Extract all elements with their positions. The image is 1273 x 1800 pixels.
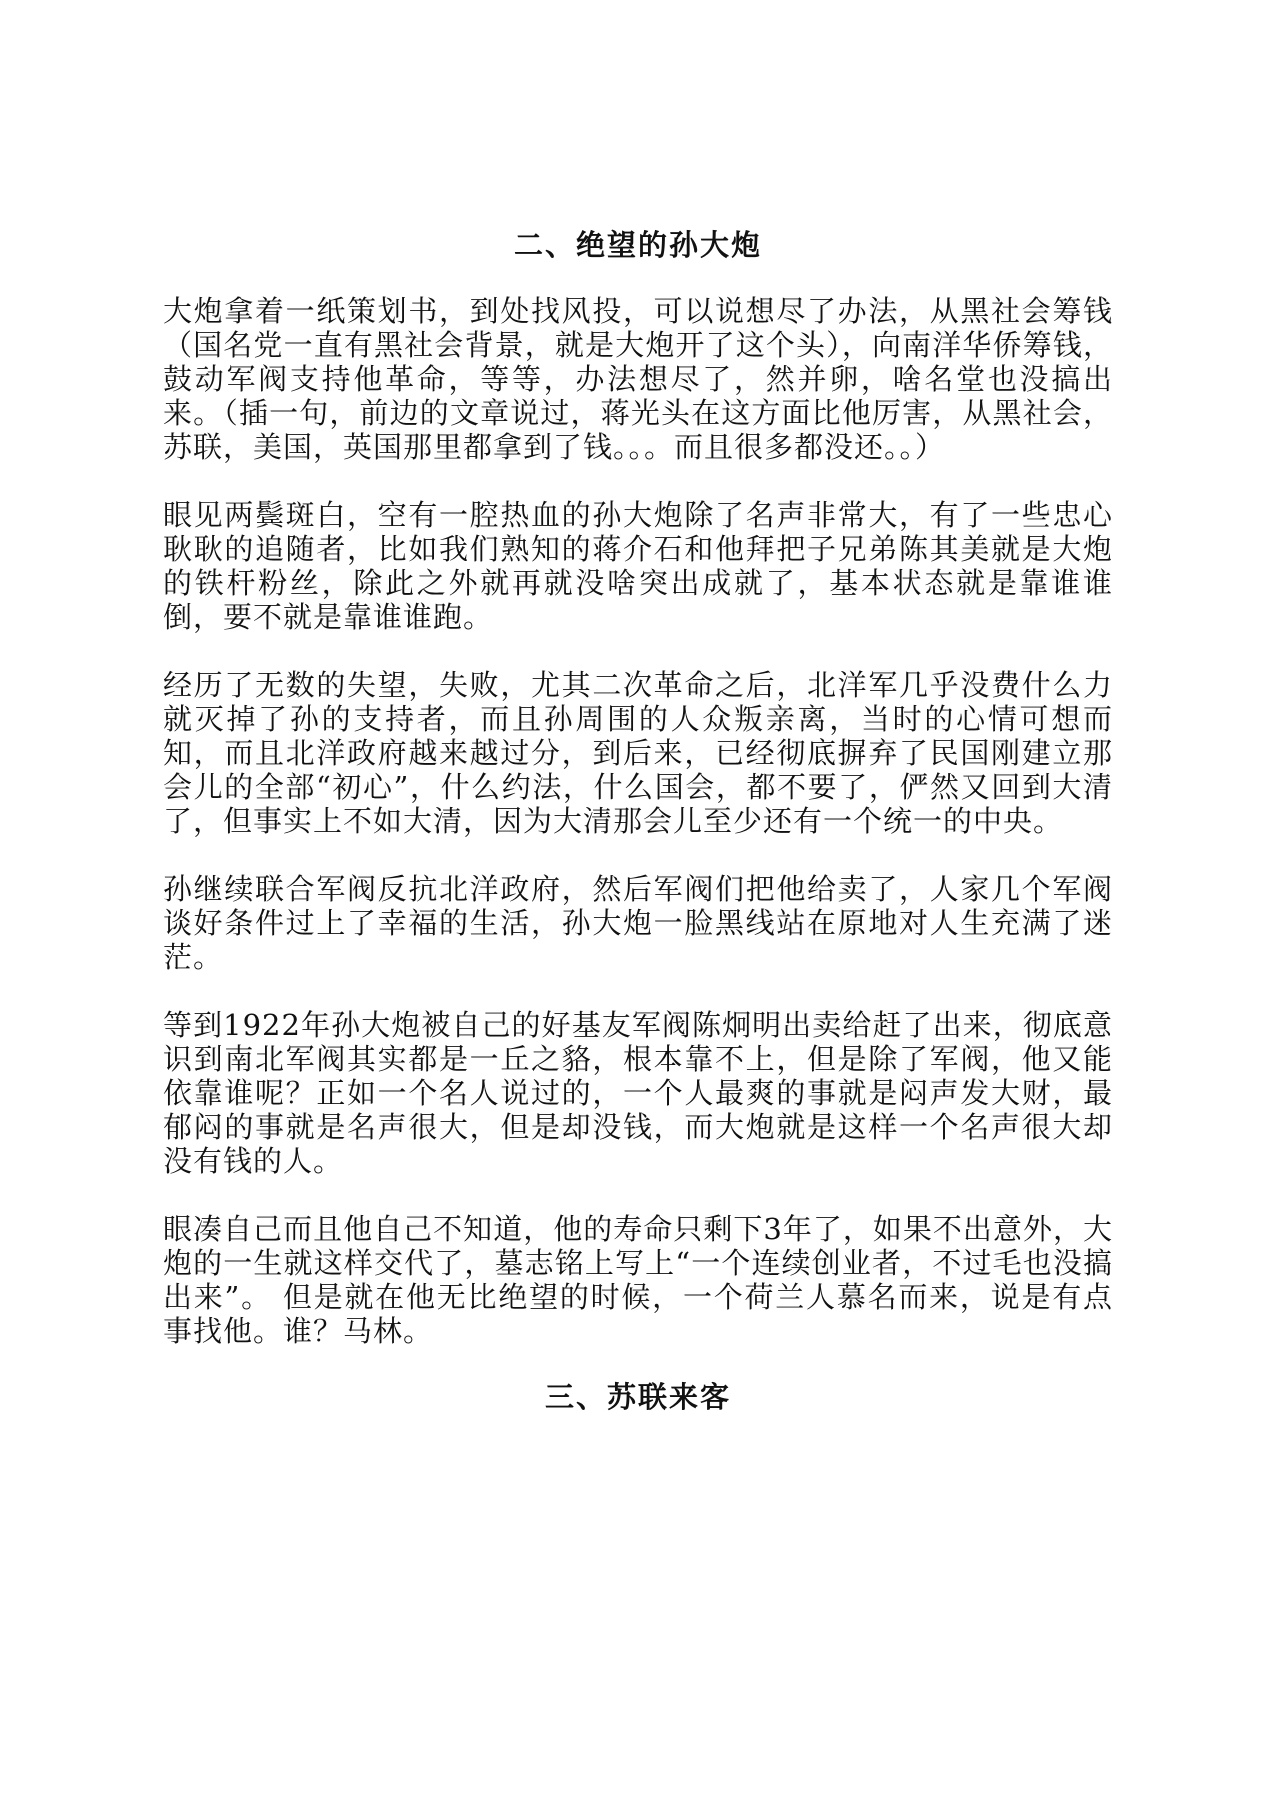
paragraph: 眼凑自己而且他自己不知道，他的寿命只剩下3年了，如果不出意外，大炮的一生就这样交代了，墓志铭上写上“一个连续创业者，不过毛也没搞出来”。 但是就在他无比绝望的时候，一个荷兰人慕名而来，说是有点事找他。谁？马林。	[163, 1212, 1113, 1348]
paragraph: 大炮拿着一纸策划书，到处找风投，可以说想尽了办法，从黑社会筹钱（国名党一直有黑社会背景，就是大炮开了这个头），向南洋华侨筹钱，鼓动军阀支持他革命，等等，办法想尽了，然并卵，啥名堂也没搞出来。（插一句，前边的文章说过，蒋光头在这方面比他厉害，从黑社会，苏联，美国，英国那里都拿到了钱。。。而且很多都没还。。）	[163, 294, 1113, 464]
paragraph: 眼见两鬓斑白，空有一腔热血的孙大炮除了名声非常大，有了一些忠心耿耿的追随者，比如我们熟知的蒋介石和他拜把子兄弟陈其美就是大炮的铁杆粉丝，除此之外就再就没啥突出成就了，基本状态就是靠谁谁倒，要不就是靠谁谁跑。	[163, 498, 1113, 634]
paragraph: 等到1922年孙大炮被自己的好基友军阀陈炯明出卖给赶了出来，彻底意识到南北军阀其实都是一丘之貉，根本靠不上，但是除了军阀，他又能依靠谁呢？正如一个名人说过的，一个人最爽的事就是闷声发大财，最郁闷的事就是名声很大，但是却没钱，而大炮就是这样一个名声很大却没有钱的人。	[163, 1008, 1113, 1178]
paragraph: 孙继续联合军阀反抗北洋政府，然后军阀们把他给卖了，人家几个军阀谈好条件过上了幸福的生活，孙大炮一脸黑线站在原地对人生充满了迷茫。	[163, 872, 1113, 974]
paragraph: 经历了无数的失望，失败，尤其二次革命之后，北洋军几乎没费什么力就灭掉了孙的支持者，而且孙周围的人众叛亲离，当时的心情可想而知，而且北洋政府越来越过分，到后来，已经彻底摒弃了民国刚建立那会儿的全部“初心”，什么约法，什么国会，都不要了，俨然又回到大清了，但事实上不如大清，因为大清那会儿至少还有一个统一的中央。	[163, 668, 1113, 838]
document-body	[163, 226, 1113, 1416]
section-heading: 三、苏联来客	[544, 1380, 731, 1414]
section-heading: 二、绝望的孙大炮	[513, 228, 762, 262]
